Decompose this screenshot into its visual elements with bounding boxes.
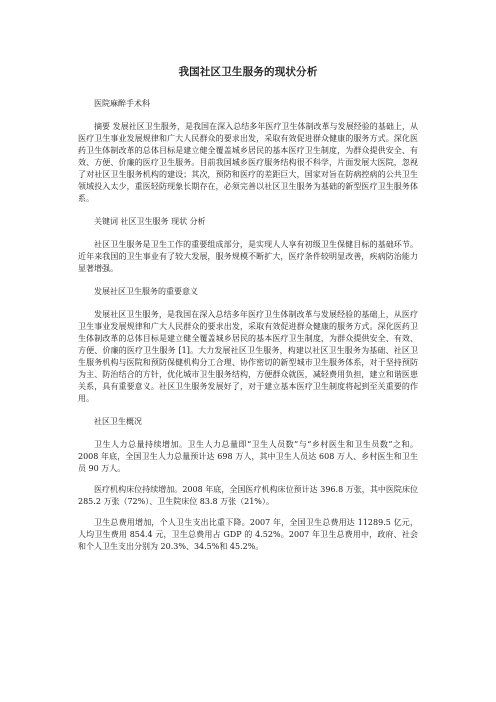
overview-paragraph-beds: 医疗机构床位持续增加。2008 年底，全国医疗机构床位预计达 396.8 万张，其中医院床位 285.2 万张（72%）、卫生院床位 83.8 万张（21%）。 xyxy=(78,485,418,506)
section-heading-significance: 发展社区卫生服务的重要意义 xyxy=(94,287,198,296)
section-heading-overview: 社区卫生概况 xyxy=(94,417,142,426)
abstract-paragraph: 摘要 发展社区卫生服务，是我国在深入总结多年医疗卫生体制改革与发展经验的基础上，从医疗卫生事业发展规律和广大人民群众的要求出发，采取有效促进群众健康的服务方式。深化医药卫生体制改革的总体目标是建立健全覆盖城乡居民的基本医疗卫生制度，为群众提供安全、有效、方便、价廉的医疗卫生服务。目前我国城乡医疗服务结构很不科学，片面发展大医院，忽视了对社区卫生服务机构的建设；其次，预防和医疗的差距巨大，国家对旨在防病控病的公共卫生领域投入太少，重医轻防现象长期存在，必须完善以社区卫生服务为基础的新型医疗卫生服务体系。 xyxy=(78,122,418,203)
keywords-line: 关键词 社区卫生服务 现状 分析 xyxy=(94,217,206,226)
overview-paragraph-staff: 卫生人力总量持续增加。卫生人力总量即“卫生人员数”与“乡村医生和卫生员数”之和。2008 年底，全国卫生人力总量预计达 698 万人，其中卫生人员达 608 万人、乡村医生和卫生员 90 万人。 xyxy=(78,440,418,473)
intro-paragraph: 社区卫生服务是卫生工作的重要组成部分，是实现人人享有初级卫生保健目标的基础环节。近年来我国的卫生事业有了较大发展，服务规模不断扩大，医疗条件较明显改善，疾病防治能力显著增强。 xyxy=(78,240,418,273)
author-line: 医院麻醉手术科 xyxy=(94,99,150,108)
overview-paragraph-expenditure: 卫生总费用增加，个人卫生支出比重下降。2007 年，全国卫生总费用达 11289.5 亿元，人均卫生费用 854.4 元，卫生总费用占 GDP 的 4.52%。2007 年卫生总费用中，政府、社会和个人卫生支出分别为 20.3%、34.5%和 45.2%。 xyxy=(78,518,418,551)
significance-paragraph: 发展社区卫生服务，是我国在深入总结多年医疗卫生体制改革与发展经验的基础上，从医疗卫生事业发展规律和广大人民群众的要求出发，采取有效促进群众健康的服务方式。深化医药卫生体制改革的总体目标是建立健全覆盖城乡居民的基本医疗卫生制度，为群众提供安全、有效、方便、价廉的医疗卫生服务 [1]。大力发展社区卫生服务，构建以社区卫生服务为基础、社区卫生服务机构与医院和预防保健机构分工合理、协作密切的新型城市卫生服务体系，对于坚持预防为主、防治结合的方针，优化城市卫生服务结构，方便群众就医，减轻费用负担，建立和谐医患关系，具有重要意义。社区卫生服务发展好了，对于建立基本医疗卫生制度将起到至关重要的作用。 xyxy=(78,310,418,403)
document-title: 我国社区卫生服务的现状分析 xyxy=(178,66,318,78)
